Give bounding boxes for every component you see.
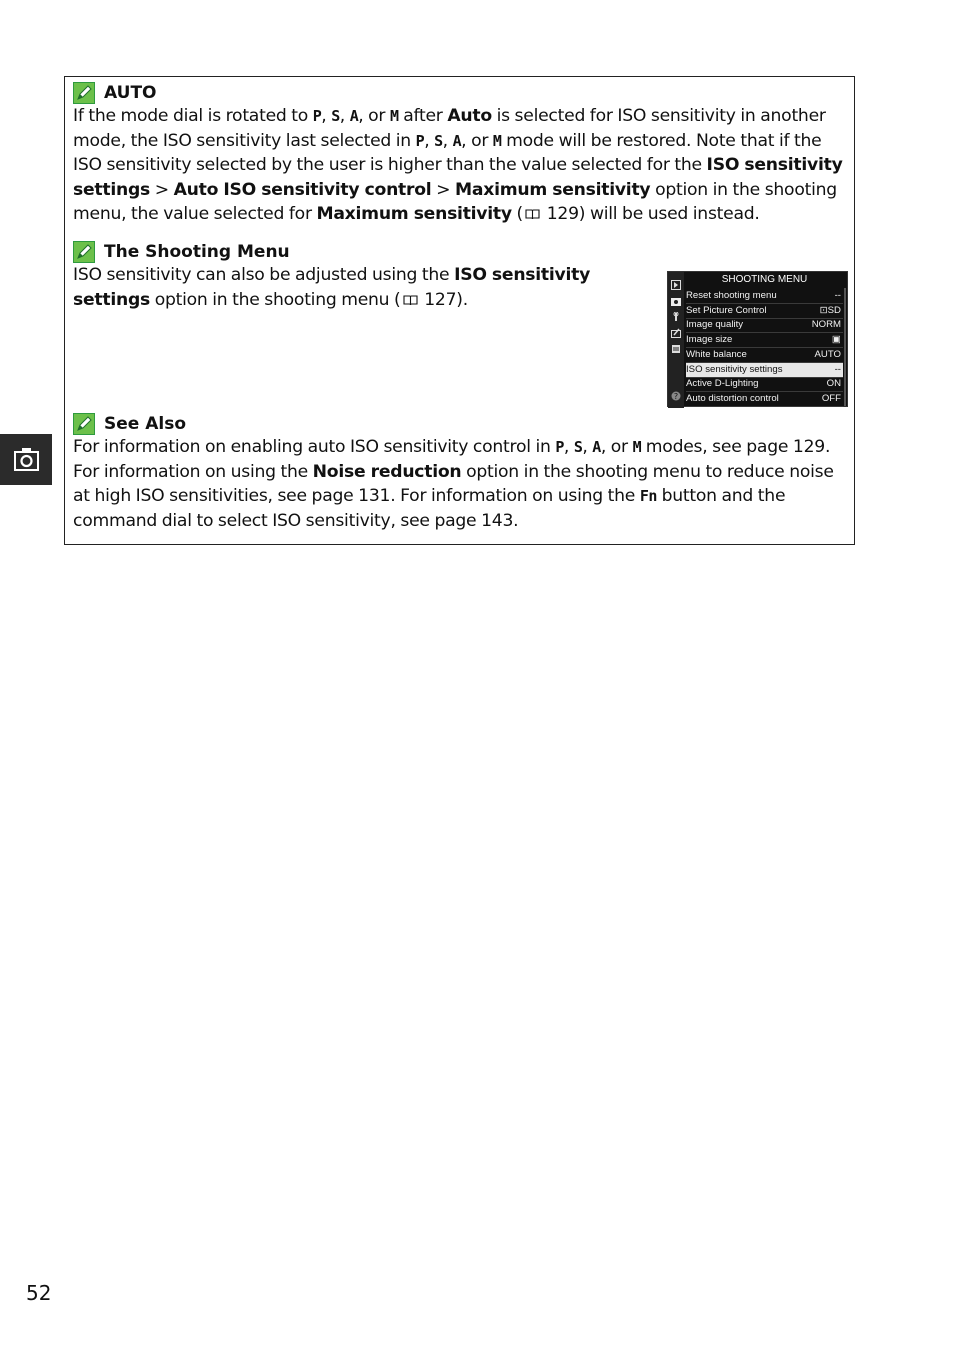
text-run: Auto [447,106,492,126]
camera-menu-title: SHOOTING MENU [721,274,808,285]
camera-menu-item[interactable] [686,289,843,304]
section-see-also-heading [73,413,845,435]
text-run: ISO sensitivity settings [73,265,591,310]
camera-menu-item[interactable] [686,304,843,319]
book-reference-icon [525,209,540,220]
text-run: P [555,438,564,456]
text-run: , [339,106,350,126]
text-run: ISO sensitivity can also be adjusted using the [73,265,455,285]
camera-menu-item-value: AUTO [814,348,841,360]
camera-menu-sidebar [668,272,684,408]
wrench-icon [671,312,681,322]
text-run: option in the shooting menu ( [149,289,401,310]
camera-menu-item[interactable] [686,333,843,348]
section-auto-heading [73,82,845,104]
text-run: A [349,107,359,125]
text-run: Maximum sensitivity [455,179,651,200]
text-run: Noise reduction [312,461,462,482]
text-run: , or [600,437,633,457]
recent-settings-icon [671,344,681,354]
camera-menu-item-value: ▣ [831,334,841,346]
section-auto-body [73,104,845,227]
text-run: M [492,131,502,150]
camera-icon [671,296,681,306]
pencil-note-icon [73,82,95,104]
text-run: > [149,179,174,200]
text-run: > [431,179,456,200]
camera-menu-item-value: NORM [811,319,841,331]
text-run: after [398,106,448,126]
text-run: mode will be restored. Note that if the ISO sensitivity selected by the user is higher than the value selected for the [73,130,822,176]
text-run: , or [358,106,390,126]
text-run: modes, see page 129. For information on using the [73,437,831,482]
camera-menu-item-label: Reset shooting menu [686,290,777,301]
text-run: A [592,438,601,456]
text-run: , [563,437,574,457]
text-run: Fn [639,487,657,506]
text-run: M [632,438,642,456]
camera-menu-item[interactable] [686,377,843,392]
section-see-also-body [73,435,845,533]
section-see-also-title: See Also [104,414,187,434]
page-number: 52 [26,1281,52,1305]
text-run: S [331,107,340,125]
camera-menu-item-label: White balance [686,348,747,360]
text-run: ( [511,204,523,225]
text-run: , [442,130,453,151]
svg-text:?: ? [673,392,679,401]
text-run: , [582,437,593,457]
book-reference-icon [403,295,418,306]
text-run: , [424,130,435,151]
camera-menu-item-value: -- [834,290,841,301]
text-run: P [312,107,322,125]
notes-box [64,76,855,545]
text-run: S [434,131,443,150]
camera-icon [14,447,39,472]
section-auto [73,82,845,227]
text-run: is selected for ISO sensitivity in another mode, the ISO sensitivity last selected in [73,106,826,151]
text-run: For information on enabling auto ISO sensitivity control in [73,437,556,457]
camera-menu-item[interactable] [686,348,843,363]
text-run: Maximum sensitivity [316,204,512,225]
camera-menu-item-label: ISO sensitivity settings [686,363,783,375]
text-run: 129) will be used instead. [542,204,760,225]
pencil-note-icon [73,413,95,435]
section-see-also [73,413,845,533]
section-shooting-menu-body [73,263,593,312]
camera-menu-screenshot [667,271,848,407]
text-run: , [321,106,332,126]
camera-menu-item-label: Active D-Lighting [686,378,759,390]
camera-menu-item-value: OFF [821,392,841,404]
text-run: 127). [419,289,468,310]
text-run: option in the shooting menu to reduce noise at high ISO sensitivities, see page 131. For information on using the [73,461,834,507]
text-run: ISO sensitivity settings [73,155,843,200]
text-run: A [452,131,462,150]
text-run: P [415,131,425,150]
camera-menu-item[interactable] [686,318,843,333]
camera-menu-scrollbar [844,288,846,406]
retouch-icon [671,328,681,338]
text-run: If the mode dial is rotated to [73,106,313,126]
text-run: S [573,438,583,456]
camera-menu-item[interactable] [686,363,843,378]
camera-menu-item-label: Auto distortion control [686,392,779,404]
text-run: option in the shooting menu, the value selected for [73,179,837,225]
camera-menu-item-label: Set Picture Control [686,304,767,316]
text-run: M [389,107,399,125]
section-shooting-menu-heading [73,241,845,263]
section-auto-title: AUTO [104,83,157,103]
camera-menu-item[interactable] [686,392,843,407]
help-icon [671,391,681,401]
text-run: Auto ISO sensitivity control [173,179,432,200]
camera-menu-item-value: ⊡SD [819,304,841,316]
text-run: button and the command dial to select ISO sensitivity, see page 143. [73,486,786,531]
camera-menu-item-label: Image quality [686,319,744,331]
playback-icon [671,280,681,290]
pencil-note-icon [73,241,95,263]
camera-menu-item-label: Image size [686,334,733,346]
text-run: , or [461,130,493,151]
camera-menu-item-value: -- [834,363,841,375]
camera-menu-item-value: ON [826,378,841,390]
chapter-tab [0,434,52,485]
section-shooting-menu-title: The Shooting Menu [104,242,290,262]
